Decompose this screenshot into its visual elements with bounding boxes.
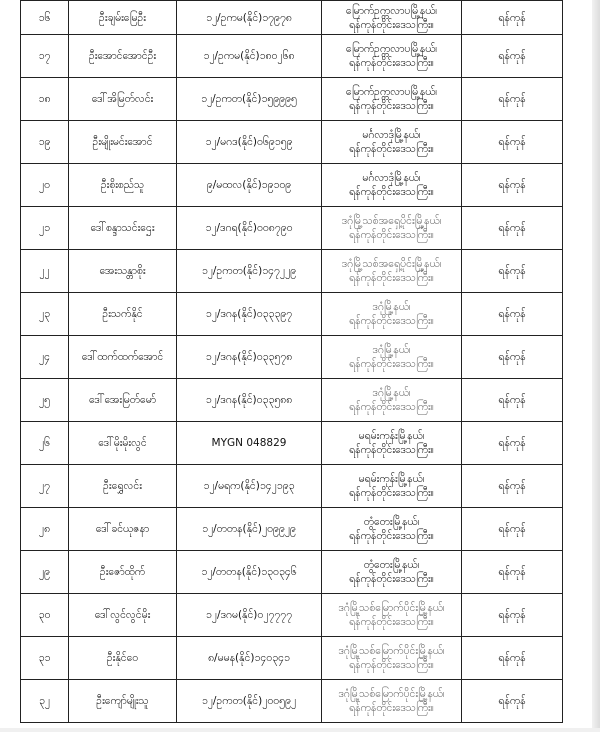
region-name: ရန်ကုန် bbox=[462, 680, 563, 723]
address-region: ရန်ကုန်တိုင်းဒေသကြီး။ bbox=[349, 229, 434, 241]
region-name: ရန်ကုန် bbox=[462, 637, 563, 680]
row-number: ၁၉ bbox=[21, 121, 69, 164]
person-name: ဒေါ်ထက်ထက်အောင် bbox=[69, 336, 177, 379]
nrc-number: ၁၂/ဒဂမ(နိုင်)၀၂၇၇၇၇ bbox=[177, 594, 322, 637]
region-name: ရန်ကုန် bbox=[462, 250, 563, 293]
table-row bbox=[21, 422, 563, 465]
region-name: ရန်ကုန် bbox=[462, 508, 563, 551]
table-row bbox=[21, 164, 563, 207]
person-name: ဦးရွှေလင်း bbox=[69, 465, 177, 508]
nrc-number: ၁၂/ဒဂန(နိုင်)၀၃၃၅၈၈ bbox=[177, 379, 322, 422]
address-region: ရန်ကုန်တိုင်းဒေသကြီး။ bbox=[349, 143, 434, 155]
region-name: ရန်ကုန် bbox=[462, 293, 563, 336]
person-name: ဦးမျိုးမင်းအောင် bbox=[69, 121, 177, 164]
address-cell bbox=[322, 508, 462, 551]
region-name: ရန်ကုန် bbox=[462, 35, 563, 78]
person-name: အေးသန္တာစိုး bbox=[69, 250, 177, 293]
registration-table bbox=[20, 0, 563, 723]
row-number: ၂၉ bbox=[21, 551, 69, 594]
address-region: ရန်ကုန်တိုင်းဒေသကြီး။ bbox=[349, 272, 434, 284]
address-region: ရန်ကုန်တိုင်းဒေသကြီး။ bbox=[349, 358, 434, 370]
row-number: ၂၅ bbox=[21, 379, 69, 422]
row-number: ၂၇ bbox=[21, 465, 69, 508]
row-number: ၃၂ bbox=[21, 680, 69, 723]
address-township: မရမ်းကုန်းမြို့နယ်၊ bbox=[358, 473, 425, 485]
address-cell bbox=[322, 379, 462, 422]
region-name: ရန်ကုန် bbox=[462, 336, 563, 379]
address-township: ဒဂုံမြို့သစ်မြောက်ပိုင်းမြို့နယ်၊ bbox=[338, 688, 445, 700]
nrc-number: ၁၂/ဥကတ(နိုင်)၁၅၉၉၉၅ bbox=[177, 78, 322, 121]
nrc-number: ၁၂/မရက(နိုင်)၁၄၂၁၉၃ bbox=[177, 465, 322, 508]
nrc-number: ၁၂/ဥကမ(နိုင်)၁၇၉၇၈ bbox=[177, 1, 322, 35]
row-number: ၂၆ bbox=[21, 422, 69, 465]
row-number: ၃၁ bbox=[21, 637, 69, 680]
row-number: ၁၈ bbox=[21, 78, 69, 121]
nrc-number: MYGN 048829 bbox=[177, 422, 322, 465]
region-name: ရန်ကုန် bbox=[462, 422, 563, 465]
address-region: ရန်ကုန်တိုင်းဒေသကြီး။ bbox=[349, 487, 434, 499]
address-cell bbox=[322, 336, 462, 379]
address-township: ဒဂုံမြို့သစ်မြောက်ပိုင်းမြို့နယ်၊ bbox=[338, 645, 445, 657]
address-township: ဒဂုံမြို့သစ်မြောက်ပိုင်းမြို့နယ်၊ bbox=[338, 602, 445, 614]
address-cell bbox=[322, 637, 462, 680]
nrc-number: ၁၂/တတန(နိုင်)၂၀၉၉၂၉ bbox=[177, 508, 322, 551]
table-row bbox=[21, 637, 563, 680]
address-township: ဒဂုံမြို့နယ်၊ bbox=[372, 387, 411, 399]
table-row bbox=[21, 336, 563, 379]
row-number: ၁၆ bbox=[21, 1, 69, 35]
region-name: ရန်ကုန် bbox=[462, 379, 563, 422]
region-name: ရန်ကုန် bbox=[462, 207, 563, 250]
address-region: ရန်ကုန်တိုင်းဒေသကြီး။ bbox=[349, 57, 434, 69]
table-row bbox=[21, 508, 563, 551]
table-row bbox=[21, 250, 563, 293]
address-region: ရန်ကုန်တိုင်းဒေသကြီး။ bbox=[349, 401, 434, 413]
row-number: ၂၂ bbox=[21, 250, 69, 293]
nrc-number: ၁၂/ဒဂန(နိုင်)၀၃၃၃၉၇ bbox=[177, 293, 322, 336]
person-name: ဦးနိုင်ဝေ bbox=[69, 637, 177, 680]
address-township: မရမ်းကုန်းမြို့နယ်၊ bbox=[358, 430, 425, 442]
table-row bbox=[21, 680, 563, 723]
table-row bbox=[21, 379, 563, 422]
address-township: ဒဂုံမြို့နယ်၊ bbox=[372, 344, 411, 356]
address-region: ရန်ကုန်တိုင်းဒေသကြီး။ bbox=[349, 573, 434, 585]
nrc-number: ၁၂/ဒဂရ(နိုင်)၀၀၈၇၉၀ bbox=[177, 207, 322, 250]
row-number: ၂၁ bbox=[21, 207, 69, 250]
address-region: ရန်ကုန်တိုင်းဒေသကြီး။ bbox=[349, 186, 434, 198]
table-row bbox=[21, 1, 563, 35]
nrc-number: ၁၂/မဂဒ(နိုင်)၀၆၉၁၅၉ bbox=[177, 121, 322, 164]
address-township: မင်္ဂလာဒုံမြို့နယ်၊ bbox=[362, 129, 421, 141]
address-cell bbox=[322, 35, 462, 78]
person-name: ဒေါ်မိုးမိုးလွင် bbox=[69, 422, 177, 465]
table-row bbox=[21, 293, 563, 336]
row-number: ၃၀ bbox=[21, 594, 69, 637]
address-cell bbox=[322, 1, 462, 35]
page-edge-shadow bbox=[592, 0, 600, 732]
address-cell bbox=[322, 293, 462, 336]
person-name: ဦးအောင်အောင်ဦး bbox=[69, 35, 177, 78]
region-name: ရန်ကုန် bbox=[462, 78, 563, 121]
person-name: ဦးချမ်းမြေဦး bbox=[69, 1, 177, 35]
person-name: ဦးသက်နိုင် bbox=[69, 293, 177, 336]
address-cell bbox=[322, 250, 462, 293]
address-region: ရန်ကုန်တိုင်းဒေသကြီး။ bbox=[349, 444, 434, 456]
region-name: ရန်ကုန် bbox=[462, 121, 563, 164]
address-cell bbox=[322, 78, 462, 121]
row-number: ၂၀ bbox=[21, 164, 69, 207]
address-region: ရန်ကုန်တိုင်းဒေသကြီး။ bbox=[349, 702, 434, 714]
region-name: ရန်ကုန် bbox=[462, 551, 563, 594]
address-region: ရန်ကုန်တိုင်းဒေသကြီး။ bbox=[349, 315, 434, 327]
table-row bbox=[21, 35, 563, 78]
address-township: မြောက်ဥက္ကလာပမြို့နယ်၊ bbox=[345, 86, 438, 98]
address-cell bbox=[322, 164, 462, 207]
address-township: တွံတေးမြို့နယ်၊ bbox=[363, 516, 420, 528]
table-row bbox=[21, 594, 563, 637]
nrc-number: ၉/မထလ(နိုင်)၁၉၁၀၉ bbox=[177, 164, 322, 207]
region-name: ရန်ကုန် bbox=[462, 465, 563, 508]
person-name: ဦးဇော်ထိုက် bbox=[69, 551, 177, 594]
address-township: မင်္ဂလာဒုံမြို့နယ်၊ bbox=[362, 172, 421, 184]
address-region: ရန်ကုန်တိုင်းဒေသကြီး။ bbox=[349, 659, 434, 671]
address-township: ဒဂုံမြို့နယ်၊ bbox=[372, 301, 411, 313]
person-name: ဦးစိုးစည်သူ bbox=[69, 164, 177, 207]
nrc-number: ၁၂/ဒဂန(နိုင်)၀၃၃၅၇၈ bbox=[177, 336, 322, 379]
person-name: ဦးကျော်မျိုးသူ bbox=[69, 680, 177, 723]
table-row bbox=[21, 551, 563, 594]
person-name: ဒေါ်လွင်လွင်မိုး bbox=[69, 594, 177, 637]
nrc-number: ၁၂/ဥကမ(နိုင်)၁၈၀၂၆၈ bbox=[177, 35, 322, 78]
address-township: မြောက်ဥက္ကလာပမြို့နယ်၊ bbox=[345, 4, 438, 17]
address-region: ရန်ကုန်တိုင်းဒေသကြီး။ bbox=[349, 616, 434, 628]
address-region: ရန်ကုန်တိုင်းဒေသကြီး။ bbox=[349, 18, 434, 31]
address-cell bbox=[322, 594, 462, 637]
address-region: ရန်ကုန်တိုင်းဒေသကြီး။ bbox=[349, 530, 434, 542]
address-township: တွံတေးမြို့နယ်၊ bbox=[363, 559, 420, 571]
nrc-number: ၁၂/တတန(နိုင်)၁၃၀၃၄၆ bbox=[177, 551, 322, 594]
address-cell bbox=[322, 551, 462, 594]
row-number: ၂၃ bbox=[21, 293, 69, 336]
address-cell bbox=[322, 680, 462, 723]
row-number: ၁၇ bbox=[21, 35, 69, 78]
address-cell bbox=[322, 422, 462, 465]
person-name: ဒေါ်အိမြတ်လင်း bbox=[69, 78, 177, 121]
address-region: ရန်ကုန်တိုင်းဒေသကြီး။ bbox=[349, 100, 434, 112]
nrc-number: ၁၂/ဥကတ(နိုင်)၂၀၀၅၉၂ bbox=[177, 680, 322, 723]
region-name: ရန်ကုန် bbox=[462, 594, 563, 637]
region-name: ရန်ကုန် bbox=[462, 1, 563, 35]
address-township: မြောက်ဥက္ကလာပမြို့နယ်၊ bbox=[345, 43, 438, 55]
person-name: ဒေါ်ခင်ယုဇနာ bbox=[69, 508, 177, 551]
person-name: ဒေါ်အေးမြတ်မော် bbox=[69, 379, 177, 422]
row-number: ၂၄ bbox=[21, 336, 69, 379]
nrc-number: ၁၂/ဥကတ(နိုင်)၁၄၇၂၂၉ bbox=[177, 250, 322, 293]
table-row bbox=[21, 78, 563, 121]
address-cell bbox=[322, 465, 462, 508]
nrc-number: ၈/မမန(နိုင်)၁၄၀၃၄၁ bbox=[177, 637, 322, 680]
address-cell bbox=[322, 121, 462, 164]
region-name: ရန်ကုန် bbox=[462, 164, 563, 207]
address-township: ဒဂုံမြို့သစ်အရှေ့ပိုင်းမြို့နယ်၊ bbox=[341, 258, 442, 270]
page-bottom-edge bbox=[0, 728, 600, 732]
row-number: ၂၈ bbox=[21, 508, 69, 551]
table-row bbox=[21, 465, 563, 508]
address-township: ဒဂုံမြို့သစ်အရှေ့ပိုင်းမြို့နယ်၊ bbox=[341, 215, 442, 227]
table-row bbox=[21, 121, 563, 164]
table-row bbox=[21, 207, 563, 250]
address-cell bbox=[322, 207, 462, 250]
table-body bbox=[21, 1, 563, 723]
person-name: ဒေါ်စန္ဒာသင်းဌေး bbox=[69, 207, 177, 250]
